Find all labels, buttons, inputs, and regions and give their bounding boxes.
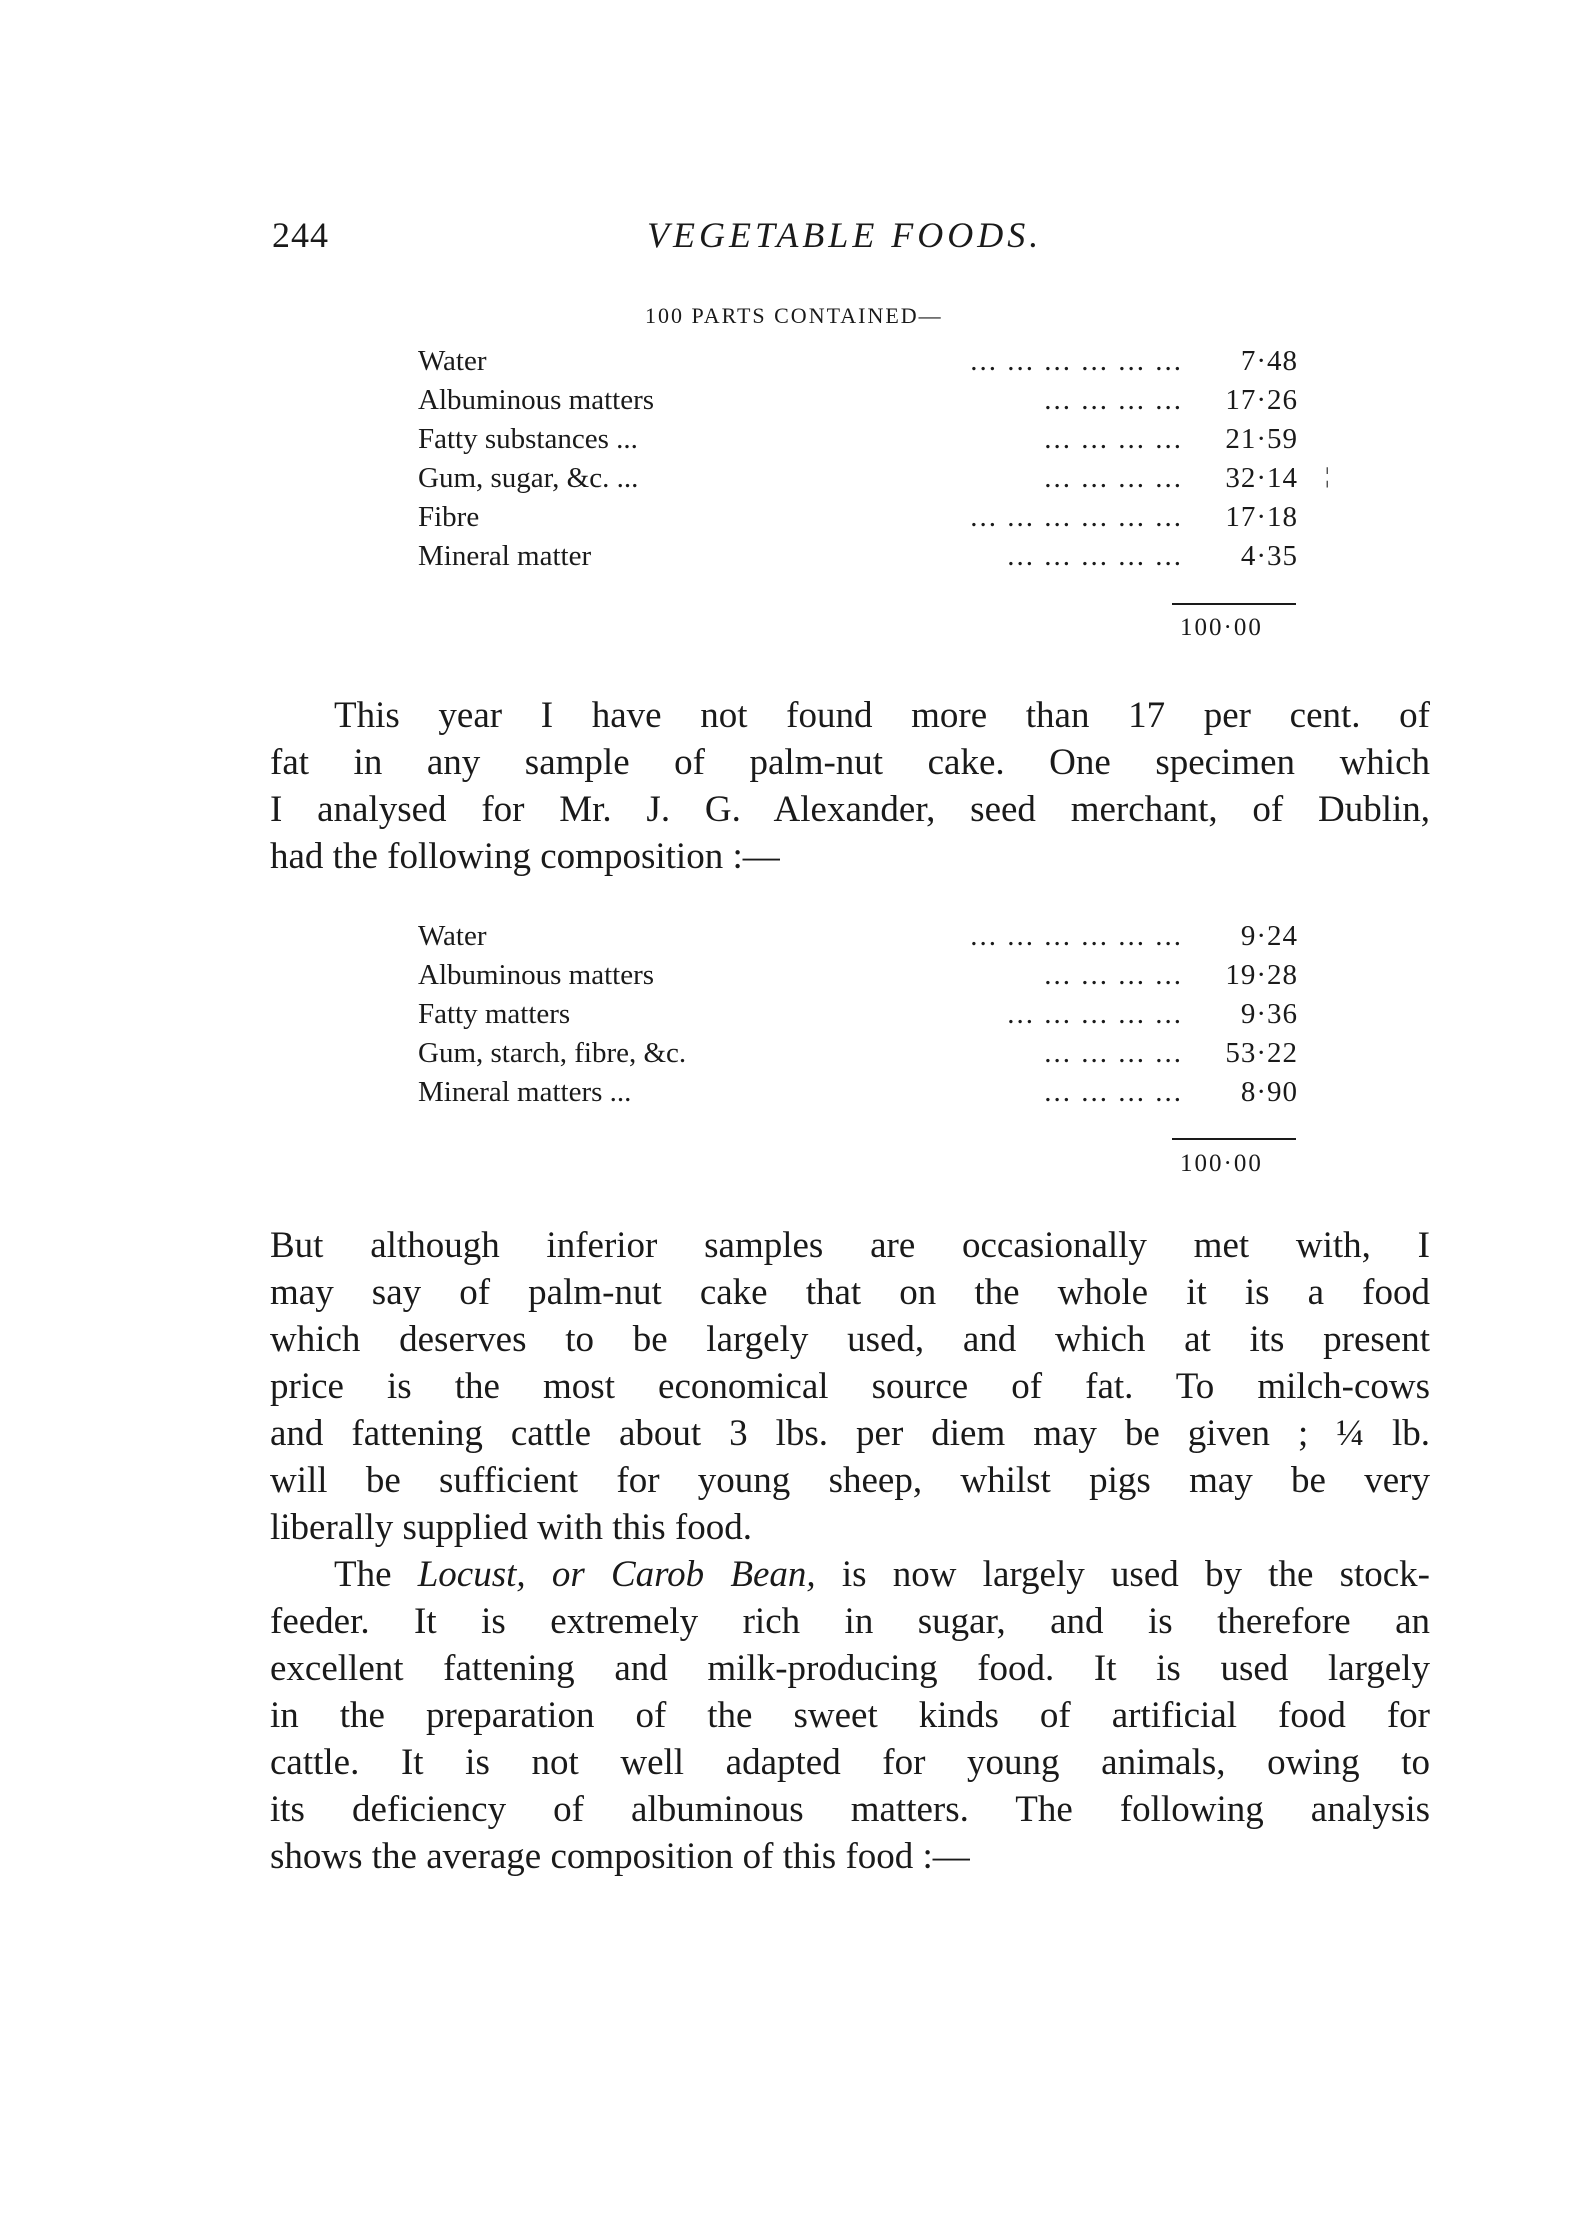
dot-leaders: ... ... ... ...: [1044, 462, 1183, 494]
text-line: will be sufficient for young sheep, whilst pigs may be very: [270, 1460, 1430, 1501]
row-value: 32·14: [1225, 462, 1298, 494]
dot-leaders: ... ... ... ...: [1044, 384, 1183, 416]
text-line: This year I have not found more than 17 per cent. of: [334, 695, 1430, 736]
text-line: in the preparation of the sweet kinds of artificial food for: [270, 1695, 1430, 1736]
row-label: Water: [418, 920, 487, 952]
row-value: 21·59: [1225, 423, 1298, 455]
text-fragment: The: [334, 1554, 418, 1595]
table-row: [418, 384, 1298, 423]
row-label: Gum, starch, fibre, &c.: [418, 1037, 687, 1069]
table1-total: 100·00: [1180, 614, 1263, 641]
table-row: [418, 1076, 1298, 1115]
row-label: Gum, sugar, &c. ...: [418, 462, 639, 494]
row-label: Water: [418, 345, 487, 377]
table-row: [418, 920, 1298, 959]
text-line: had the following composition :—: [270, 836, 780, 877]
page-number: 244: [272, 215, 329, 255]
row-value: 8·90: [1240, 1076, 1298, 1108]
text-line: feeder. It is extremely rich in sugar, and is therefore an: [270, 1601, 1430, 1642]
dot-leaders: ... ... ... ... ...: [1007, 540, 1183, 572]
margin-mark: ¦: [1325, 463, 1330, 488]
dot-leaders: ... ... ... ...: [1044, 1076, 1183, 1108]
text-fragment: is now largely used by the stock-: [815, 1554, 1430, 1595]
paragraph-3: [270, 1551, 1430, 1880]
row-label: Albuminous matters: [418, 384, 655, 416]
text-line: and fattening cattle about 3 lbs. per diem may be given ; ¼ lb.: [270, 1413, 1430, 1454]
page-header: [272, 214, 1432, 264]
text-line: its deficiency of albuminous matters. The following analysis: [270, 1789, 1430, 1830]
table-row: [418, 501, 1298, 540]
row-label: Mineral matter: [418, 540, 592, 572]
row-label: Fatty matters: [418, 998, 571, 1030]
dot-leaders: ... ... ... ... ...: [1007, 998, 1183, 1030]
row-label: Fatty substances ...: [418, 423, 638, 455]
text-line: fat in any sample of palm-nut cake. One specimen which: [270, 742, 1430, 783]
row-label: Albuminous matters: [418, 959, 655, 991]
dot-leaders: ... ... ... ... ... ...: [970, 345, 1183, 377]
total-rule: [1172, 1138, 1296, 1140]
total-rule: [1172, 603, 1296, 605]
table-row: [418, 462, 1298, 501]
composition-table-2: [418, 920, 1298, 1115]
paragraph-1: [270, 692, 1430, 880]
table1-caption: 100 PARTS CONTAINED—: [645, 303, 943, 328]
text-line: excellent fattening and milk-producing food. It is used largely: [270, 1648, 1430, 1689]
composition-table-1: [418, 345, 1298, 579]
text-line: shows the average composition of this food :—: [270, 1836, 970, 1877]
text-line: [270, 1551, 1430, 1598]
row-value: 17·26: [1225, 384, 1298, 416]
table2-total: 100·00: [1180, 1150, 1263, 1177]
row-value: 9·36: [1240, 998, 1298, 1030]
text-line: price is the most economical source of fat. To milch-cows: [270, 1366, 1430, 1407]
table-row: [418, 959, 1298, 998]
running-title: VEGETABLE FOODS.: [647, 215, 1043, 255]
table-row: [418, 345, 1298, 384]
row-value: 17·18: [1225, 501, 1298, 533]
row-value: 7·48: [1240, 345, 1298, 377]
table-row: [418, 423, 1298, 462]
table-row: [418, 998, 1298, 1037]
row-label: Mineral matters ...: [418, 1076, 632, 1108]
text-line: I analysed for Mr. J. G. Alexander, seed merchant, of Dublin,: [270, 789, 1430, 830]
dot-leaders: ... ... ... ...: [1044, 1037, 1183, 1069]
dot-leaders: ... ... ... ...: [1044, 423, 1183, 455]
table-row: [418, 540, 1298, 579]
paragraph-2: [270, 1222, 1430, 1551]
table-row: [418, 1037, 1298, 1076]
dot-leaders: ... ... ... ... ... ...: [970, 920, 1183, 952]
text-line: may say of palm-nut cake that on the whole it is a food: [270, 1272, 1430, 1313]
text-line: cattle. It is not well adapted for young animals, owing to: [270, 1742, 1430, 1783]
text-line: which deserves to be largely used, and which at its present: [270, 1319, 1430, 1360]
row-label: Fibre: [418, 501, 480, 533]
dot-leaders: ... ... ... ... ... ...: [970, 501, 1183, 533]
italic-term: Locust, or Carob Bean,: [417, 1554, 816, 1595]
text-line: But although inferior samples are occasionally met with, I: [270, 1225, 1430, 1266]
text-line: liberally supplied with this food.: [270, 1507, 752, 1548]
row-value: 9·24: [1240, 920, 1298, 952]
row-value: 19·28: [1225, 959, 1298, 991]
row-value: 53·22: [1225, 1037, 1298, 1069]
dot-leaders: ... ... ... ...: [1044, 959, 1183, 991]
row-value: 4·35: [1240, 540, 1298, 572]
